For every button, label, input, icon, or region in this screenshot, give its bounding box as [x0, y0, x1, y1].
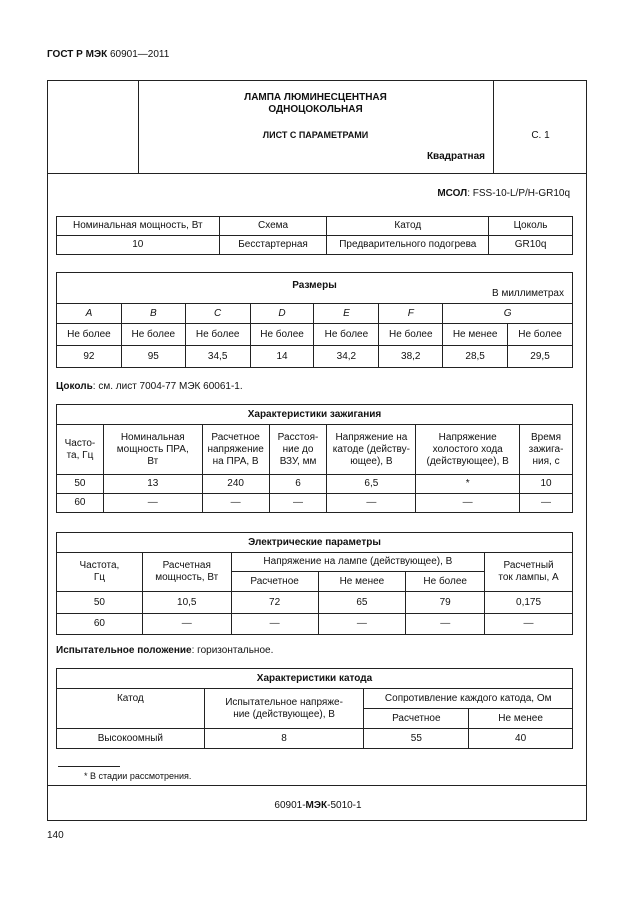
el-header-current: Расчетный ток лампы, А [485, 553, 573, 592]
el-cell: — [142, 614, 231, 635]
el-cell: 65 [318, 592, 406, 614]
cap-note [56, 381, 243, 392]
main-parameters-table [56, 216, 573, 255]
ign-cell: 10 [520, 475, 573, 494]
msol-label: МСОЛ [437, 188, 468, 199]
cat-sub-rated: Расчетное [364, 709, 469, 729]
el-cell: — [231, 614, 318, 635]
electrical-table [56, 532, 573, 635]
el-sub-max: Не более [406, 572, 485, 592]
dim-letter: E [314, 304, 379, 324]
cap-note-text: : см. лист 7004-77 МЭК 60061-1. [92, 381, 243, 392]
test-position-text: : горизонтальное. [191, 645, 274, 656]
dim-limit: Не более [379, 324, 443, 346]
el-header-voltage: Напряжение на лампе (действующее), В [231, 553, 484, 572]
title-line-2: ОДНОЦОКОЛЬНАЯ [268, 104, 363, 115]
el-cell: 0,175 [485, 592, 573, 614]
ign-cell: 50 [57, 475, 104, 494]
dimensions-units: В миллиметрах [492, 288, 564, 299]
dimensions-table [56, 272, 573, 368]
ign-cell: — [327, 494, 416, 513]
ign-cell: — [103, 494, 202, 513]
ignition-title: Характеристики зажигания [57, 405, 573, 425]
ign-cell: * [416, 475, 520, 494]
dim-value: 28,5 [443, 346, 508, 368]
document-header [47, 49, 169, 60]
el-header-power: Расчетная мощность, Вт [142, 553, 231, 592]
header-power: Номинальная мощность, Вт [57, 217, 220, 236]
dim-letter: D [250, 304, 314, 324]
value-scheme: Бесстартерная [219, 236, 327, 255]
sheet-code-bold: МЭК [305, 800, 328, 811]
page-number: 140 [47, 830, 64, 841]
cat-header-cathode: Катод [57, 689, 205, 729]
value-base: GR10q [489, 236, 573, 255]
cat-cell: 8 [204, 729, 364, 749]
test-position-label: Испытательное положение [56, 645, 192, 656]
dim-limit: Не более [185, 324, 250, 346]
ign-header-time: Время зажига- ния, с [520, 425, 573, 475]
dim-value: 92 [57, 346, 122, 368]
ign-cell: — [202, 494, 269, 513]
el-cell: — [406, 614, 485, 635]
ign-header-ballast-power: Номинальная мощность ПРА, Вт [103, 425, 202, 475]
ign-header-freq: Часто- та, Гц [57, 425, 104, 475]
dim-value: 29,5 [508, 346, 573, 368]
msol-designation [437, 188, 570, 199]
dim-limit: Не более [57, 324, 122, 346]
header-cathode: Катод [327, 217, 489, 236]
ign-header-open-voltage: Напряжение холостого хода (действующее), В [416, 425, 520, 475]
title-line-1: ЛАМПА ЛЮМИНЕСЦЕНТНАЯ [244, 92, 387, 103]
ign-cell: 60 [57, 494, 104, 513]
ign-cell: — [416, 494, 520, 513]
header-scheme: Схема [219, 217, 327, 236]
dim-limit: Не более [314, 324, 379, 346]
sheet-label: ЛИСТ С ПАРАМЕТРАМИ [262, 130, 369, 140]
ign-cell: 6 [269, 475, 327, 494]
ign-cell: — [269, 494, 327, 513]
el-sub-rated: Расчетное [231, 572, 318, 592]
dim-value: 95 [121, 346, 185, 368]
dim-letter: C [185, 304, 250, 324]
ign-cell: 6,5 [327, 475, 416, 494]
msol-value: : FSS-10-L/P/H-GR10q [467, 188, 570, 199]
header-base: Цоколь [489, 217, 573, 236]
cap-note-label: Цоколь [56, 381, 93, 392]
el-cell: 50 [57, 592, 143, 614]
el-sub-min: Не менее [318, 572, 406, 592]
dim-limit: Не более [508, 324, 573, 346]
value-cathode: Предварительного подогрева [327, 236, 489, 255]
dim-limit: Не более [121, 324, 185, 346]
cat-sub-min: Не менее [469, 709, 573, 729]
cat-header-resistance: Сопротивление каждого катода, Ом [364, 689, 573, 709]
sheet-code [48, 800, 588, 811]
ign-cell: 13 [103, 475, 202, 494]
dim-value: 14 [250, 346, 314, 368]
ign-header-cathode-voltage: Напряжение на катоде (действу- ющее), В [327, 425, 416, 475]
ign-header-distance: Расстоя- ние до ВЗУ, мм [269, 425, 327, 475]
ign-header-ballast-voltage: Расчетное напряжение на ПРА, В [202, 425, 269, 475]
el-cell: — [318, 614, 406, 635]
el-cell: — [485, 614, 573, 635]
ign-cell: 240 [202, 475, 269, 494]
standard-number: 60901—2011 [109, 49, 170, 60]
lamp-shape: Квадратная [426, 151, 485, 162]
dim-letter: A [57, 304, 122, 324]
electrical-title: Электрические параметры [57, 533, 573, 553]
footnote-separator [58, 766, 120, 767]
cat-cell: Высокоомный [57, 729, 205, 749]
test-position-note [56, 645, 273, 656]
sheet-code-post: -5010-1 [327, 800, 362, 811]
standard-code: ГОСТ Р МЭК [47, 49, 108, 60]
cat-header-voltage: Испытательное напряже- ние (действующее), В [204, 689, 364, 729]
dimensions-title: Размеры [292, 280, 337, 291]
cat-cell: 55 [364, 729, 469, 749]
dim-value: 34,5 [185, 346, 250, 368]
ign-cell: — [520, 494, 573, 513]
ignition-table [56, 404, 573, 513]
el-cell: 79 [406, 592, 485, 614]
dim-value: 38,2 [379, 346, 443, 368]
page-ref: С. 1 [531, 130, 550, 141]
dim-value: 34,2 [314, 346, 379, 368]
footnote: * В стадии рассмотрения. [84, 771, 192, 781]
el-header-freq: Частота, Гц [57, 553, 143, 592]
value-power: 10 [57, 236, 220, 255]
el-cell: 10,5 [142, 592, 231, 614]
sheet-code-pre: 60901- [274, 800, 306, 811]
dim-limit: Не более [250, 324, 314, 346]
cathode-title: Характеристики катода [57, 669, 573, 689]
el-cell: 60 [57, 614, 143, 635]
dim-letter: B [121, 304, 185, 324]
el-cell: 72 [231, 592, 318, 614]
cat-cell: 40 [469, 729, 573, 749]
dimensions-title-cell [57, 273, 573, 304]
dim-letter: G [443, 304, 573, 324]
sheet-title [138, 92, 493, 116]
dim-limit: Не менее [443, 324, 508, 346]
dim-letter: F [379, 304, 443, 324]
cathode-table [56, 668, 573, 749]
